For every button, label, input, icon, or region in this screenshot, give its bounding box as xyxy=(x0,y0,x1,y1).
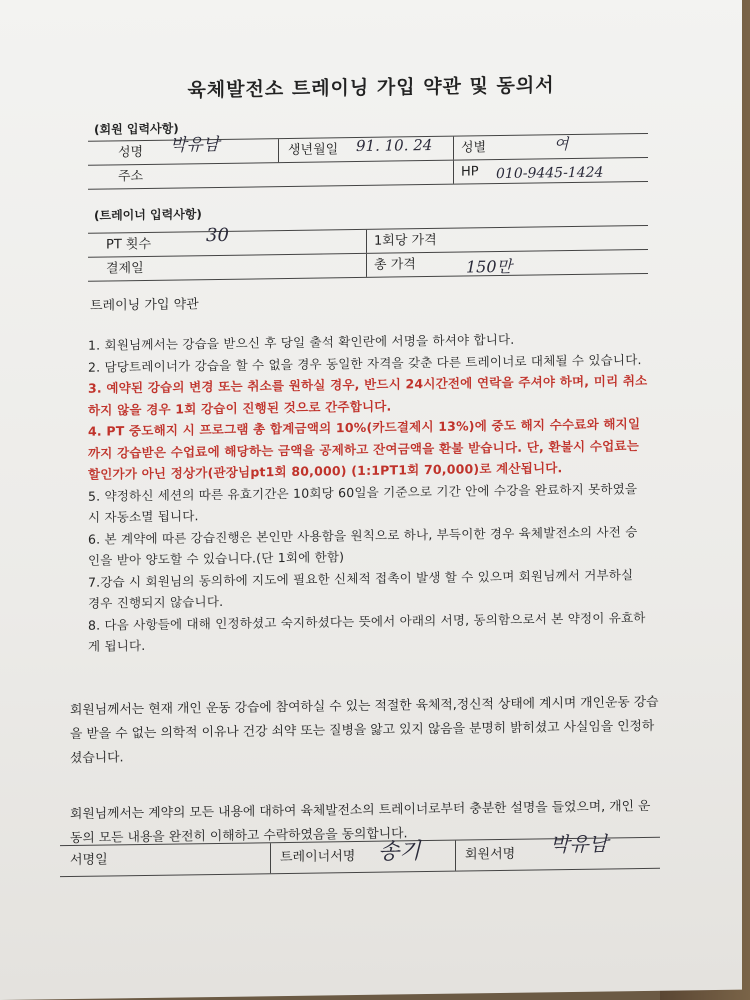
divider xyxy=(453,137,454,160)
term-item-7: 7.강습 시 회원님의 동의하에 지도에 필요한 신체적 접촉이 발생 할 수 있으며 회원님께서 거부하실 경우 진행되지 않습니다. xyxy=(88,566,634,611)
name-label: 성명 xyxy=(118,145,144,161)
pt-count-label: PT 횟수 xyxy=(106,236,152,253)
name-value: 박유남 xyxy=(170,134,220,156)
term-item-4: 4. PT 중도해지 시 프로그램 총 합계금액의 10%(카드결제시 13%)에 중도 해지 수수료와 해지일까지 강습받은 수업료에 해당하는 금액을 공제하고 잔여금액을 환불 받습니다. 단, 환불시 수업료는 할인가가 아닌 정상가(관장님pt1회 80,000) (1:1PT1회 70,000)로 계산됩니다. xyxy=(88,416,641,482)
trainer-signature-label: 트레이너서명 xyxy=(280,849,356,866)
gender-value: 여 xyxy=(554,135,569,154)
payment-date-label: 결제일 xyxy=(106,260,144,277)
health-declaration: 회원님께서는 현재 개인 운동 강습에 참여하실 수 있는 적절한 육체적,정신적 상태에 계시며 개인운동 강습을 받을 수 없는 의학적 이유나 건강 쇠약 또는 질병을 앓고 있지 않음을 분명히 밝히셨고 사실임을 인정하셨습니다. xyxy=(70,694,659,767)
term-item-3: 3. 예약된 강습의 변경 또는 취소를 원하실 경우, 반드시 24시간전에 연락을 주셔야 하며, 미리 취소하지 않을 경우 1회 강습이 진행된 것으로 간주합니다. xyxy=(88,372,648,418)
document-title: 육체발전소 트레이닝 가입 약관 및 동의서 xyxy=(187,74,555,102)
divider xyxy=(366,254,367,277)
phone-label: HP xyxy=(461,164,479,180)
divider xyxy=(455,841,456,871)
birth-label: 생년월일 xyxy=(288,142,339,158)
term-item-6: 6. 본 계약에 따른 강습진행은 본인만 사용함을 원칙으로 하나, 부득이한 경우 육체발전소의 사전 승인을 받아 양도할 수 있습니다.(단 1회에 한함) xyxy=(88,523,638,568)
terms-list xyxy=(88,327,648,657)
address-label: 주소 xyxy=(118,169,144,185)
member-info-table xyxy=(88,133,648,190)
trainer-info-table xyxy=(88,225,648,282)
term-item-8: 8. 다음 사항들에 대해 인정하셨고 숙지하셨다는 뜻에서 아래의 서명, 동의함으로서 본 약정이 유효하게 됩니다. xyxy=(88,609,646,654)
total-value: 150만 xyxy=(466,256,512,277)
per-session-label: 1회당 가격 xyxy=(374,232,437,249)
consent-declaration: 회원님께서는 계약의 모든 내용에 대하여 육체발전소의 트레이너로부터 충분한 설명을 들었으며, 개인 운동의 모든 내용을 완전히 이해하고 수락하였음을 동의합니다. xyxy=(70,798,651,847)
member-section-label: (회원 입력사항) xyxy=(94,121,179,137)
trainer-section-label: (트레이너 입력사항) xyxy=(94,207,202,223)
term-item-5: 5. 약정하신 세션의 따른 유효기간은 10회당 60일을 기준으로 기간 안에 수강을 완료하지 못하였을 시 자동소멸 됩니다. xyxy=(88,480,638,525)
terms-heading: 트레이닝 가입 약관 xyxy=(90,297,199,314)
total-label: 총 가격 xyxy=(374,257,416,273)
sign-date-label: 서명일 xyxy=(70,852,108,869)
phone-value: 010-9445-1424 xyxy=(496,164,604,183)
divider xyxy=(278,139,279,162)
term-item-1: 1. 회원님께서는 강습을 받으신 후 당일 출석 확인란에 서명을 하셔야 합니다. xyxy=(88,331,515,353)
pt-count-value: 30 xyxy=(206,224,229,247)
term-item-2: 2. 담당트레이너가 강습을 할 수 없을 경우 동일한 자격을 갖춘 다른 트레이너로 대체될 수 있습니다. xyxy=(88,351,642,375)
trainer-signature: 송기 xyxy=(378,839,421,865)
divider xyxy=(453,161,454,184)
divider xyxy=(270,843,271,873)
member-signature-label: 회원서명 xyxy=(465,846,516,863)
divider xyxy=(366,230,367,253)
birth-value: 91. 10. 24 xyxy=(356,135,433,156)
member-signature: 박유남 xyxy=(550,831,608,857)
gender-label: 성별 xyxy=(461,140,487,156)
